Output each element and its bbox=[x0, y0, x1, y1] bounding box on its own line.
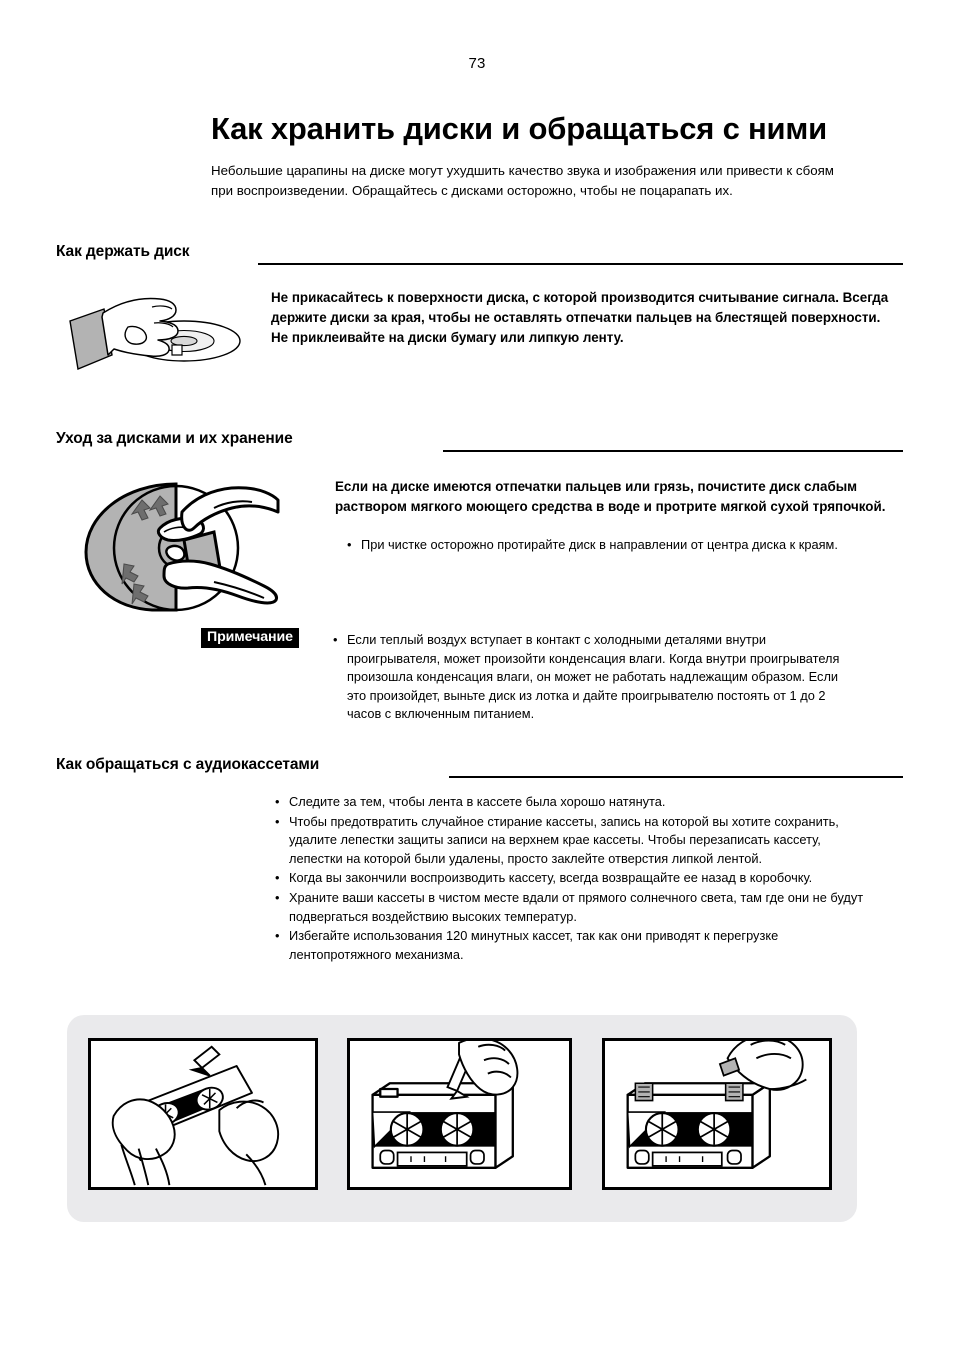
intro-paragraph: Небольшие царапины на диске могут ухудшить качество звука и изображения или привести к сбоям при воспроизведении. Обращайтесь с дисками осторожно, чтобы не поцарапать их. bbox=[211, 163, 834, 198]
hold-disc-text-line1: Не прикасайтесь к поверхности диска, с которой производится считывание сигнала. Всегда держите диски за края, чтобы не оставлять отпечатки пальцев на блестящей поверхности. bbox=[271, 290, 889, 325]
panel-removing-write-protect-tab bbox=[347, 1038, 572, 1190]
bullet-icon: • bbox=[333, 632, 338, 647]
list-item bbox=[275, 869, 870, 888]
section-rule-hold-disc bbox=[258, 263, 903, 265]
list-item-label: Храните ваши кассеты в чистом месте вдали от прямого солнечного света, там где они не будут подвергаться воздействию высоких температур. bbox=[289, 889, 864, 924]
bullet-icon: • bbox=[275, 928, 280, 944]
section-heading-audio-cassettes: Как обращаться с аудиокассетами bbox=[56, 756, 320, 773]
hold-disc-text bbox=[271, 288, 906, 348]
note-bullet-list bbox=[333, 631, 853, 725]
page-number: 73 bbox=[468, 55, 486, 72]
hand-holding-disc-illustration bbox=[66, 283, 256, 378]
panel-covering-tab-holes-with-tape bbox=[602, 1038, 832, 1190]
list-item bbox=[333, 631, 853, 724]
list-item-label: При чистке осторожно протирайте диск в направлении от центра диска к краям. bbox=[361, 537, 838, 552]
panel-winding-tape-with-pencil bbox=[88, 1038, 318, 1190]
list-item-label: Когда вы закончили воспроизводить кассету, всегда возвращайте ее назад в коробочку. bbox=[289, 870, 813, 886]
bullet-icon: • bbox=[275, 870, 280, 886]
list-item-label: Если теплый воздух вступает в контакт с холодными деталями внутри проигрывателя, может произойти конденсация влаги. Когда внутри проигрывателя произошла конденсация влаги, он может не работать надлежащим образом. Если это произойдет, выньте диск из лотка и дайте проигрывателю постоять от 1 до 2 часов с включенным питанием. bbox=[347, 632, 840, 722]
list-item-label: Чтобы предотвратить случайное стирание кассеты, запись на которой вы хотите сохранить, удалите лепестки защиты записи на верхнем крае кассеты. Чтобы перезаписать кассету, лепестки на которой были удалены, просто заклейте отверстия липкой лентой. bbox=[289, 813, 839, 866]
list-item bbox=[347, 536, 887, 555]
cassette-bullet-list bbox=[275, 793, 870, 965]
section-heading-disc-care: Уход за дисками и их хранение bbox=[56, 430, 293, 447]
section-rule-disc-care bbox=[443, 450, 903, 452]
bullet-icon: • bbox=[275, 889, 280, 905]
bullet-icon: • bbox=[347, 537, 352, 552]
disc-care-text: Если на диске имеются отпечатки пальцев или грязь, почистите диск слабым раствором мягкого моющего средства в воде и протрите мягкой сухой тряпочкой. bbox=[335, 479, 886, 514]
list-item-label: Избегайте использования 120 минутных кассет, так как они приводят к перегрузке лентопротяжного механизма. bbox=[289, 928, 779, 962]
section-rule-audio-cassettes bbox=[449, 776, 903, 778]
disc-care-bullet-list bbox=[347, 536, 887, 556]
bullet-icon: • bbox=[275, 813, 280, 829]
cassette-illustration-group bbox=[67, 1015, 857, 1222]
list-item bbox=[275, 927, 870, 964]
list-item bbox=[275, 793, 870, 812]
bullet-icon: • bbox=[275, 794, 280, 809]
list-item bbox=[275, 813, 870, 869]
page-title: Как хранить диски и обращаться с ними bbox=[211, 110, 827, 146]
list-item bbox=[275, 889, 870, 926]
list-item-label: Следите за тем, чтобы лента в кассете была хорошо натянута. bbox=[289, 794, 666, 809]
section-heading-hold-disc: Как держать диск bbox=[56, 243, 190, 260]
note-badge: Примечание bbox=[201, 628, 299, 648]
cleaning-disc-illustration bbox=[64, 472, 289, 620]
hold-disc-text-line2: Не приклеивайте на диски бумагу или липкую ленту. bbox=[271, 330, 624, 345]
